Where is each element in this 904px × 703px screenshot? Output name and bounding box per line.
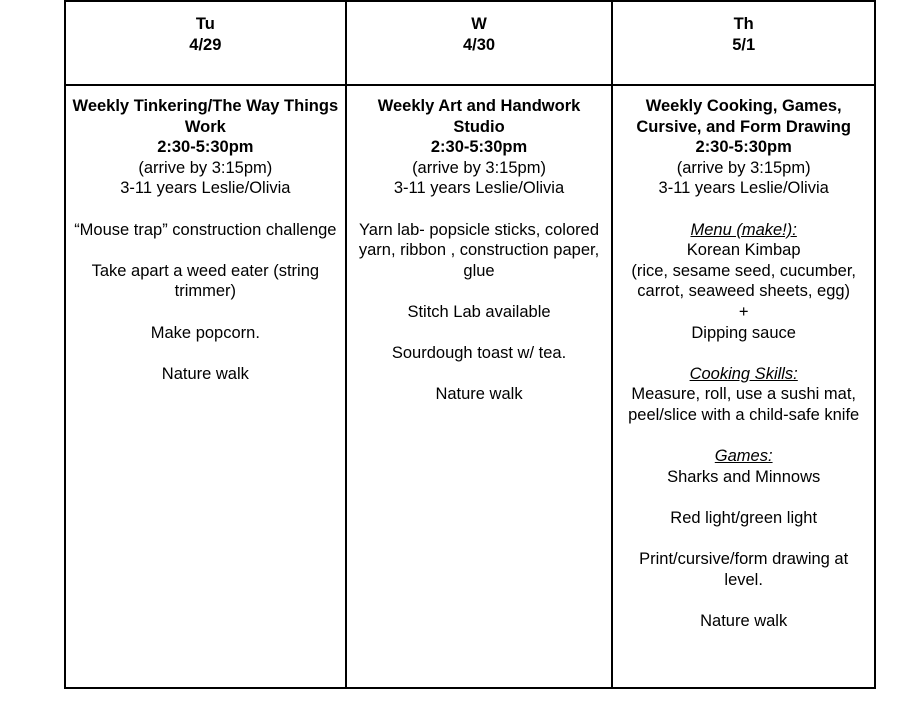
game-item: Sharks and Minnows bbox=[667, 467, 821, 486]
date-label: 5/1 bbox=[732, 35, 756, 54]
activity-text: “Mouse trap” construction challenge bbox=[74, 220, 337, 239]
header-row bbox=[65, 1, 875, 85]
activity-text: Stitch Lab available bbox=[407, 302, 551, 321]
games-heading: Games: bbox=[714, 447, 773, 466]
skills-text: Measure, roll, use a sushi mat, peel/slice with a child-safe knife bbox=[628, 385, 860, 424]
arrival-note: (arrive by 3:15pm) bbox=[676, 158, 811, 177]
header-cell-wednesday bbox=[346, 1, 613, 85]
menu-heading: Menu (make!): bbox=[690, 220, 797, 239]
header-cell-tuesday bbox=[65, 1, 346, 85]
day-label: W bbox=[471, 15, 487, 33]
ages-staff: 3-11 years Leslie/Olivia bbox=[120, 179, 291, 198]
game-item: Red light/green light bbox=[670, 508, 818, 527]
activity-text: Nature walk bbox=[435, 385, 523, 404]
day-label: Th bbox=[733, 15, 754, 33]
session-title: Weekly Art and Handwork Studio bbox=[377, 97, 581, 136]
content-row bbox=[65, 85, 875, 688]
activity-text: Sourdough toast w/ tea. bbox=[391, 344, 567, 363]
activity-text: Make popcorn. bbox=[150, 323, 260, 342]
arrival-note: (arrive by 3:15pm) bbox=[412, 158, 546, 177]
header-cell-thursday bbox=[612, 1, 875, 85]
menu-plus: + bbox=[738, 302, 749, 321]
drawing-text: Print/cursive/form drawing at level. bbox=[639, 550, 849, 589]
activity-text: Take apart a weed eater (string trimmer) bbox=[91, 261, 320, 301]
weekly-schedule-table bbox=[64, 0, 876, 689]
menu-item: Korean Kimbap bbox=[686, 241, 801, 260]
activity-text: Nature walk bbox=[161, 364, 249, 383]
nature-walk-text: Nature walk bbox=[700, 611, 788, 630]
session-time: 2:30-5:30pm bbox=[430, 138, 528, 157]
arrival-note: (arrive by 3:15pm) bbox=[138, 158, 273, 177]
day-label: Tu bbox=[195, 15, 215, 33]
ages-staff: 3-11 years Leslie/Olivia bbox=[658, 179, 829, 198]
date-label: 4/29 bbox=[189, 35, 222, 54]
session-time: 2:30-5:30pm bbox=[157, 138, 254, 157]
thursday-cell bbox=[612, 85, 875, 688]
activity-text: Yarn lab- popsicle sticks, colored yarn, ribbon , construction paper, glue bbox=[358, 220, 600, 280]
ages-staff: 3-11 years Leslie/Olivia bbox=[393, 179, 565, 198]
skills-heading: Cooking Skills: bbox=[689, 364, 798, 383]
date-label: 4/30 bbox=[462, 35, 496, 54]
tuesday-cell bbox=[65, 85, 346, 688]
wednesday-cell bbox=[346, 85, 613, 688]
session-title: Weekly Tinkering/The Way Things Work bbox=[72, 97, 339, 136]
session-title: Weekly Cooking, Games, Cursive, and Form Drawing bbox=[636, 97, 851, 136]
menu-side: Dipping sauce bbox=[691, 323, 796, 342]
session-time: 2:30-5:30pm bbox=[695, 138, 792, 157]
menu-ingredients: (rice, sesame seed, cucumber, carrot, seaweed sheets, egg) bbox=[631, 261, 857, 301]
